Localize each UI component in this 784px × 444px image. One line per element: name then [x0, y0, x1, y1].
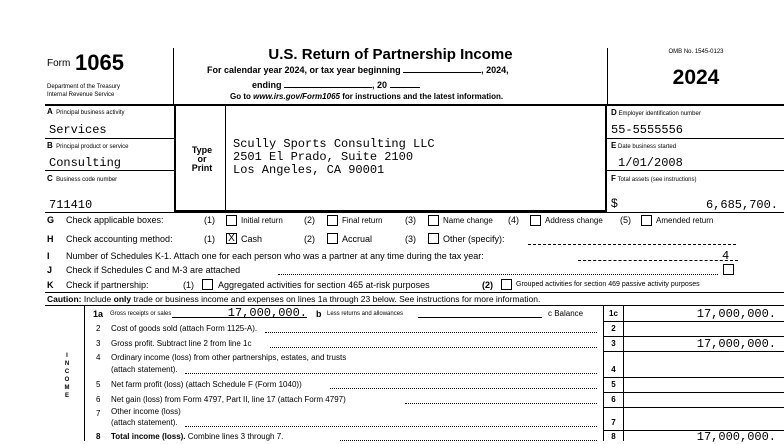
net-gain-field[interactable]: [624, 393, 784, 407]
cash-label: Cash: [241, 234, 263, 244]
line-5-text: Net farm profit (loss) (attach Schedule F (Form 1040)): [111, 380, 302, 389]
line-1c-box: 1c: [609, 309, 618, 318]
grouped-activities-label: Grouped activities for section 469 passive activity purposes: [516, 281, 700, 288]
calendar-line: For calendar year 2024, or tax year beginning , 2024,: [207, 65, 509, 75]
instructions-line: Go to www.irs.gov/Form1065 for instructions and the latest information.: [230, 92, 504, 101]
balance-value[interactable]: 17,000,000.: [696, 307, 776, 321]
line-7-box: 7: [611, 418, 616, 427]
other-method-specify-field[interactable]: [528, 244, 736, 245]
tax-year: 2024: [672, 66, 720, 89]
other-method-label: Other (specify):: [443, 234, 505, 244]
line-7-text2: (attach statement).: [111, 418, 178, 427]
k-letter: K: [47, 280, 54, 290]
line-5-num: 5: [96, 380, 101, 389]
gross-receipts-value[interactable]: 17,000,000.: [227, 306, 307, 320]
name-change-checkbox[interactable]: [428, 215, 439, 226]
i-letter: I: [47, 251, 50, 261]
city-state-zip[interactable]: Los Angeles, CA 90001: [233, 163, 385, 177]
partnership-name[interactable]: Scully Sports Consulting LLC: [233, 137, 435, 151]
omb-number: OMB No. 1545-0123: [668, 49, 724, 55]
line-8-text: Total income (loss). Combine lines 3 through 7.: [111, 432, 284, 441]
income-side-label: I N C O M E: [64, 353, 70, 399]
schedules-c-m3-checkbox[interactable]: [723, 264, 734, 275]
form-number: 1065: [75, 50, 124, 75]
line-1a-num: 1a: [93, 309, 104, 319]
line-1a-text: Gross receipts or sales: [110, 311, 172, 317]
type-or-print-label: Type or Print: [191, 145, 213, 173]
partnership-name-address[interactable]: [233, 138, 435, 177]
business-code-value[interactable]: 711410: [49, 198, 93, 212]
dept-label: Department of the Treasury: [47, 84, 121, 90]
initial-return-label: Initial return: [241, 216, 283, 225]
line-1b-num: b: [316, 309, 322, 319]
line-8-num: 8: [96, 432, 101, 441]
accrual-label: Accrual: [342, 234, 373, 244]
line-7-num: 7: [96, 409, 101, 418]
street-address[interactable]: 2501 El Prado, Suite 2100: [233, 150, 414, 164]
g-opt4-num: (4): [508, 215, 519, 225]
g-opt1-num: (1): [204, 215, 215, 225]
line-4-text2: (attach statement).: [111, 365, 178, 374]
h-opt2-num: (2): [304, 234, 315, 244]
k1-count-value[interactable]: 4: [722, 249, 730, 263]
business-activity-value[interactable]: Services: [49, 123, 107, 137]
line-3-text: Gross profit. Subtract line 2 from line 1c: [111, 339, 252, 348]
product-service-value[interactable]: Consulting: [49, 156, 122, 170]
b-label: B Principal product or service: [47, 141, 129, 150]
line-6-num: 6: [96, 395, 101, 404]
returns-allowances-field[interactable]: [418, 317, 542, 318]
h-opt1-num: (1): [204, 234, 215, 244]
j-letter: J: [47, 265, 53, 275]
k-opt2-num: (2): [482, 280, 493, 290]
amended-return-checkbox[interactable]: [641, 215, 652, 226]
g-opt3-num: (3): [405, 215, 416, 225]
k-opt1-num: (1): [183, 280, 194, 290]
g-opt5-num: (5): [620, 215, 631, 225]
k1-count-field[interactable]: [578, 260, 738, 261]
final-return-label: Final return: [342, 216, 383, 225]
total-income-value[interactable]: 17,000,000.: [696, 430, 776, 444]
irs-label: Internal Revenue Service: [47, 92, 115, 98]
form-word: Form: [47, 58, 71, 69]
caution-line: Caution: Include only trade or business income and expenses on lines 1a through 23 below. See instructions for more information.: [47, 294, 541, 304]
g-label: Check applicable boxes:: [66, 215, 164, 225]
line-4-text: Ordinary income (loss) from other partnerships, estates, and trusts: [111, 353, 347, 362]
i-text: Number of Schedules K-1. Attach one for each person who was a partner at any time during the tax year:: [66, 251, 484, 261]
h-label: Check accounting method:: [66, 234, 173, 244]
final-return-checkbox[interactable]: [327, 215, 338, 226]
line-6-text: Net gain (loss) from Form 4797, Part II, line 17 (attach Form 4797): [111, 395, 346, 404]
a-label: A Principal business activity: [47, 107, 125, 116]
g-letter: G: [47, 215, 55, 225]
g-opt2-num: (2): [304, 215, 315, 225]
total-assets-value[interactable]: 6,685,700.: [705, 198, 778, 212]
grouped-activities-checkbox[interactable]: [501, 279, 512, 290]
form-header: [0, 0, 784, 104]
name-change-label: Name change: [443, 216, 493, 225]
other-income-field[interactable]: [624, 408, 784, 430]
h-opt3-num: (3): [405, 234, 416, 244]
line-2-box: 2: [611, 324, 616, 333]
ein-value[interactable]: 55-5555556: [611, 123, 684, 137]
c-label: C Business code number: [47, 174, 118, 183]
cogs-field[interactable]: [624, 322, 784, 336]
d-label: D Employer identification number: [611, 108, 701, 117]
line-1c-text: c Balance: [548, 309, 584, 318]
aggregated-activities-checkbox[interactable]: [202, 279, 213, 290]
irs-url-link[interactable]: www.irs.gov/Form1065: [253, 92, 340, 101]
aggregated-activities-label: Aggregated activities for section 465 at-risk purposes: [218, 280, 430, 290]
cash-method-checkbox[interactable]: X: [226, 233, 237, 244]
line-6-box: 6: [611, 395, 616, 404]
farm-profit-field[interactable]: [624, 378, 784, 392]
line-4-box: 4: [611, 365, 616, 374]
line-8-box: 8: [611, 432, 616, 441]
h-letter: H: [47, 234, 54, 244]
line-3-box: 3: [611, 339, 616, 348]
gross-profit-value[interactable]: 17,000,000.: [696, 337, 776, 351]
e-label: E Date business started: [611, 141, 677, 150]
f-label: F Total assets (see instructions): [611, 174, 697, 183]
line-4-num: 4: [96, 353, 101, 362]
other-method-checkbox[interactable]: [428, 233, 439, 244]
line-2-text: Cost of goods sold (attach Form 1125-A).: [111, 324, 258, 333]
line-1b-text: Less returns and allowances: [327, 311, 404, 317]
address-change-checkbox[interactable]: [530, 215, 541, 226]
amended-return-label: Amended return: [656, 216, 714, 225]
k-label: Check if partnership:: [66, 280, 149, 290]
line-2-num: 2: [96, 324, 101, 333]
accrual-method-checkbox[interactable]: [327, 233, 338, 244]
other-partnerships-field[interactable]: [624, 352, 784, 377]
ending-line: ending , 20: [252, 80, 420, 90]
line-5-box: 5: [611, 380, 616, 389]
address-change-label: Address change: [545, 216, 603, 225]
initial-return-checkbox[interactable]: [226, 215, 237, 226]
form-title: U.S. Return of Partnership Income: [268, 46, 513, 63]
total-assets-dollar: $: [611, 196, 618, 210]
line-7-text: Other income (loss): [111, 407, 181, 416]
line-3-num: 3: [96, 339, 101, 348]
j-text: Check if Schedules C and M-3 are attached: [66, 265, 241, 275]
date-started-value[interactable]: 1/01/2008: [618, 156, 683, 170]
